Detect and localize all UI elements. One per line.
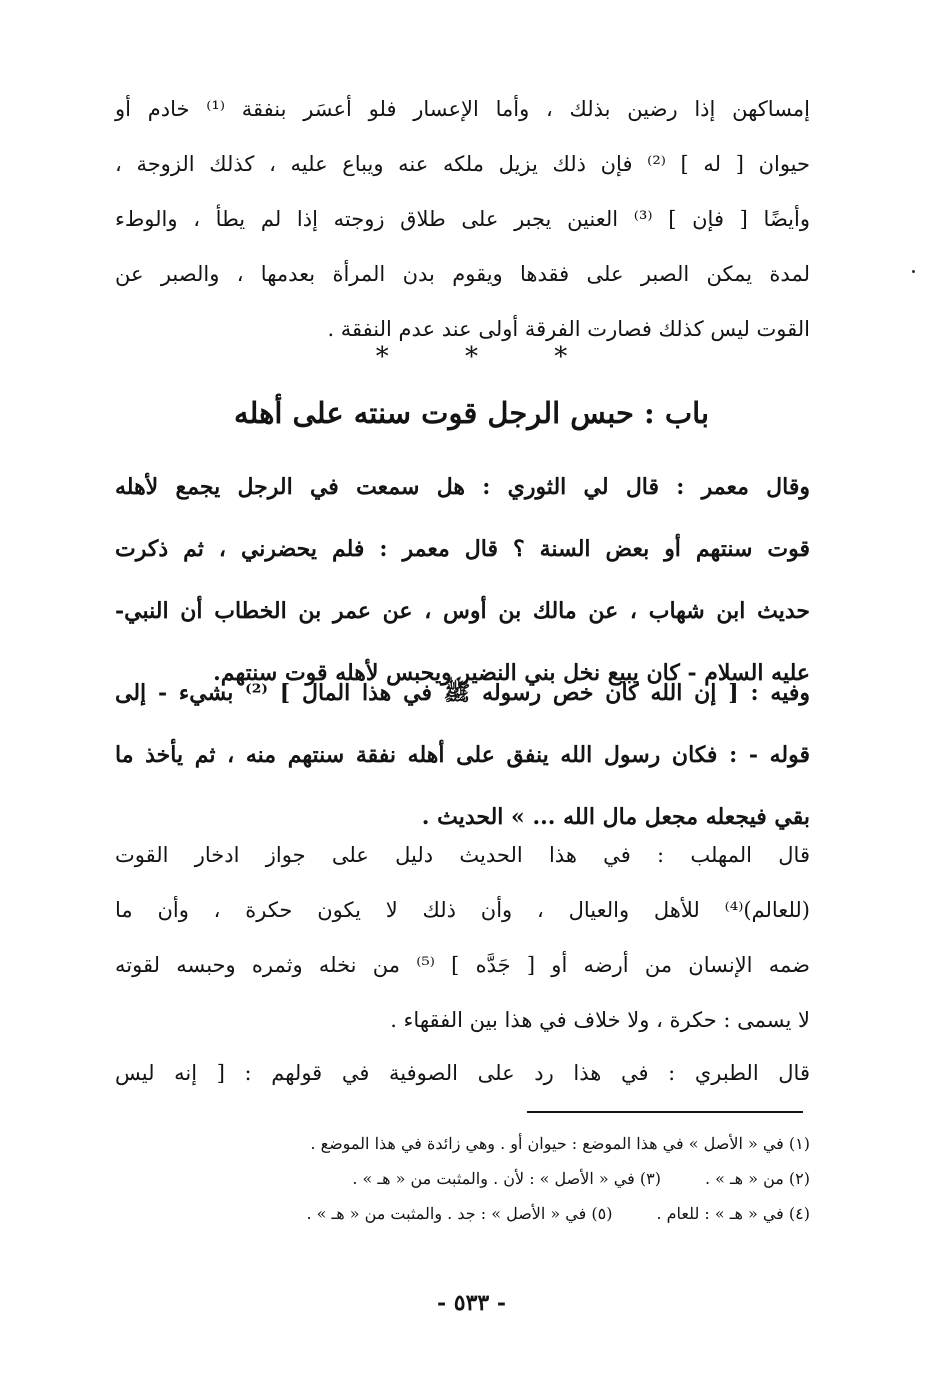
text-line: لمدة يمكن الصبر على فقدها ويقوم بدن المرأة بعدمها ، والصبر عن: [115, 262, 810, 286]
text-line: قوت سنتهم أو بعض السنة ؟ قال معمر : فلم يحضرني ، ثم ذكرت: [115, 536, 810, 562]
text-line: القوت ليس كذلك فصارت الفرقة أولى عند عدم النفقة .: [327, 317, 810, 341]
text-line: إمساكهن إذا رضين بذلك ، وأما الإعسار فلو أعسَر بنفقة ⁽¹⁾ خادم أو: [115, 97, 811, 121]
text-line: قال المهلب : في هذا الحديث دليل على جواز ادخار القوت: [115, 843, 810, 867]
footnote-line: [115, 1161, 810, 1196]
footnote: (١) في « الأصل » في هذا الموضع : حيوان أو . وهي زائدة في هذا الموضع .: [310, 1134, 810, 1153]
commentary-paragraph: [115, 828, 810, 1048]
text-line: قال الطبري : في هذا رد على الصوفية في قولهم : [ إنه ليس: [115, 1061, 810, 1085]
text-line: وأيضًا [ فإن ] ⁽³⁾ العنين يجبر على طلاق زوجته إذا لم يطأ ، والوطء: [115, 207, 810, 231]
text-line: ضمه الإنسان من أرضه أو [ جَدَّه ] ⁽⁵⁾ من نخله وثمره وحبسه لقوته: [115, 953, 810, 977]
text-line: قوله - : فكان رسول الله ينفق على أهله نفقة سنتهم منه ، ثم يأخذ ما: [115, 742, 810, 768]
text-line: وقال معمر : قال لي الثوري : هل سمعت في الرجل يجمع لأهله: [115, 474, 810, 500]
footnotes: [115, 1126, 810, 1231]
page-number: - ٥٣٣ -: [436, 1290, 507, 1316]
text-line: (للعالم)⁽⁴⁾ للأهل والعيال ، وأن ذلك لا يكون حكرة ، وأن ما: [115, 898, 810, 922]
separator-star: *: [465, 342, 478, 372]
text-line: لا يسمى : حكرة ، ولا خلاف في هذا بين الفقهاء .: [390, 1008, 810, 1032]
separator-star: *: [554, 342, 568, 372]
text-line: بقي فيجعله مجعل مال الله ... » الحديث .: [421, 804, 810, 830]
footnote: (٣) في « الأصل » : لأن . والمثبت من « هـ » .: [352, 1169, 661, 1188]
chapter-heading: باب : حبس الرجل قوت سنته على أهله: [233, 396, 710, 430]
scan-speck: [912, 270, 915, 273]
footnote: (٥) في « الأصل » : جد . والمثبت من « هـ » .: [306, 1204, 613, 1223]
text-line: حيوان [ له ] ⁽²⁾ فإن ذلك يزيل ملكه عنه ويباع عليه ، كذلك الزوجة ،: [115, 152, 811, 176]
text-line: وفيه : [ إن الله كان خص رسوله ﷺ في هذا المال ] ⁽²⁾ بشيء - إلى: [115, 680, 810, 706]
text-line: عليه السلام - كان يبيع نخل بني النضير ويحبس لأهله قوت سنتهم.: [213, 660, 810, 686]
section-separator: [0, 342, 943, 372]
separator-star: *: [375, 342, 389, 372]
footnote-rule: [527, 1111, 803, 1113]
footnote-line: [115, 1196, 810, 1231]
commentary-paragraph: [115, 1046, 810, 1101]
footnote: (٢) من « هـ » .: [704, 1169, 810, 1188]
footnote-line: [115, 1126, 810, 1161]
footnote: (٤) في « هـ » : للعام .: [656, 1204, 810, 1223]
paragraph-continued: [115, 82, 810, 357]
text-line: حديث ابن شهاب ، عن مالك بن أوس ، عن عمر بن الخطاب أن النبي-: [115, 598, 810, 624]
hadith-paragraph: [115, 662, 810, 848]
